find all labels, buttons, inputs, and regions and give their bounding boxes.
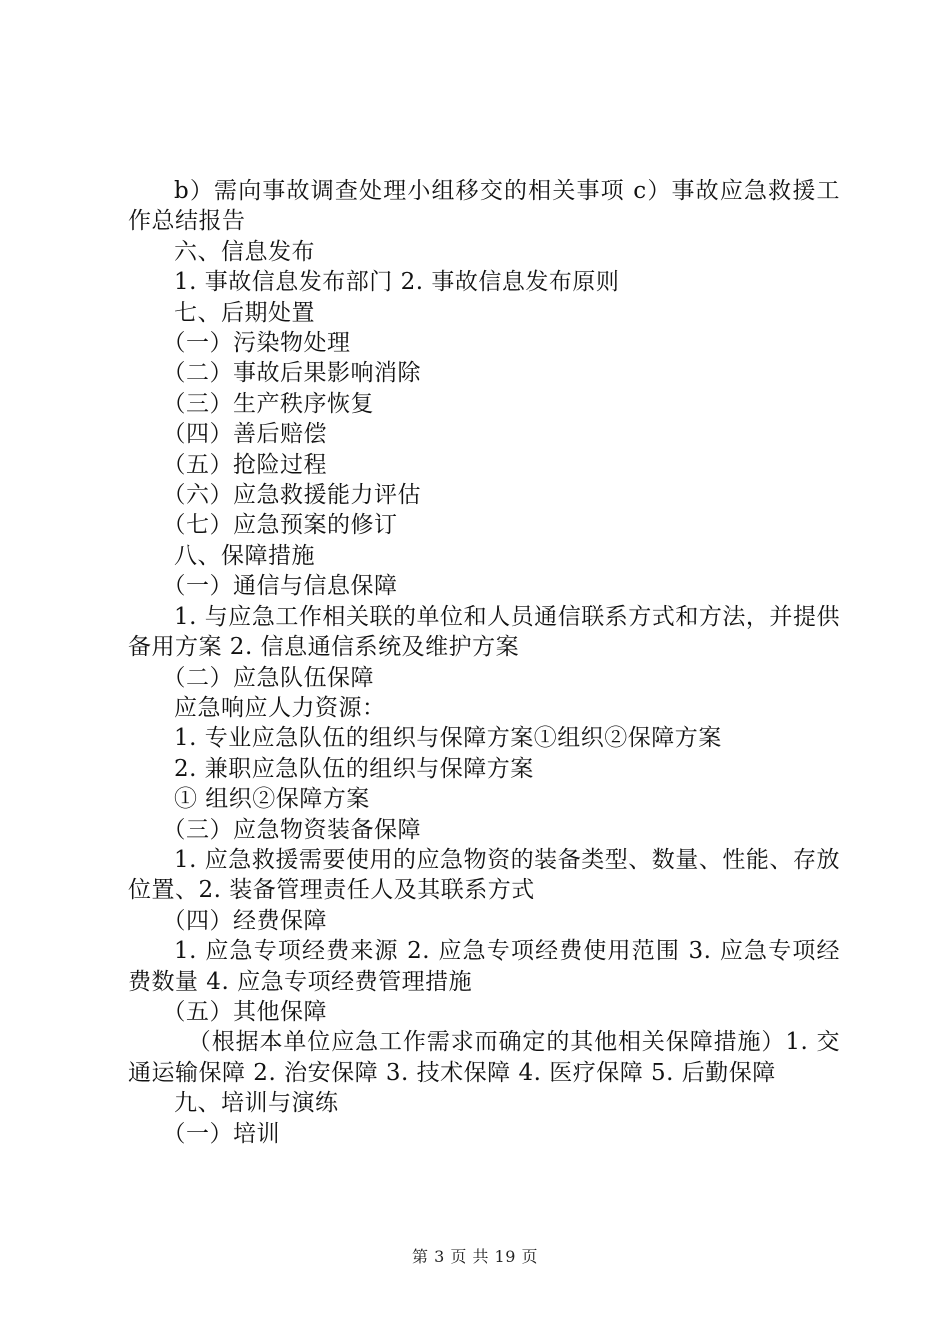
paragraph: 1. 事故信息发布部门 2. 事故信息发布原则 bbox=[174, 269, 620, 296]
subsection-heading: （一）培训 bbox=[162, 1120, 280, 1147]
paragraph: 1. 应急救援需要使用的应急物资的装备类型、数量、性能、存放位置、2. 装备管理责任人及其联系方式 bbox=[128, 846, 840, 904]
page-footer: 第 3 页 共 19 页 bbox=[412, 1247, 538, 1266]
paragraph: 1. 与应急工作相关联的单位和人员通信联系方式和方法，并提供备用方案 2. 信息通信系统及维护方案 bbox=[128, 603, 840, 661]
document-body bbox=[128, 176, 840, 1149]
paragraph: （根据本单位应急工作需求而确定的其他相关保障措施）1. 交通运输保障 2. 治安保障 3. 技术保障 4. 医疗保障 5. 后勤保障 bbox=[128, 1029, 840, 1086]
subsection-heading: （一）污染物处理 bbox=[162, 330, 351, 357]
paragraph: 应急响应人力资源： bbox=[174, 694, 386, 721]
subsection-heading: （五）抢险过程 bbox=[162, 451, 327, 478]
subsection-heading: （二）事故后果影响消除 bbox=[162, 360, 421, 387]
subsection-heading: （一）通信与信息保障 bbox=[162, 573, 398, 600]
subsection-heading: （七）应急预案的修订 bbox=[162, 512, 398, 539]
subsection-heading: （四）善后赔偿 bbox=[162, 421, 327, 448]
section-heading-training: 九、培训与演练 bbox=[174, 1090, 339, 1117]
subsection-heading: （三）应急物资装备保障 bbox=[162, 816, 421, 843]
subsection-heading: （六）应急救援能力评估 bbox=[162, 482, 421, 509]
paragraph: b）需向事故调查处理小组移交的相关事项 c）事故应急救援工作总结报告 bbox=[128, 178, 840, 235]
paragraph: ① 组织②保障方案 bbox=[174, 786, 370, 813]
paragraph: 1. 专业应急队伍的组织与保障方案①组织②保障方案 bbox=[174, 725, 722, 752]
section-heading-safeguards: 八、保障措施 bbox=[174, 542, 315, 569]
subsection-heading: （五）其他保障 bbox=[162, 998, 327, 1025]
section-heading-post-processing: 七、后期处置 bbox=[174, 299, 315, 326]
subsection-heading: （二）应急队伍保障 bbox=[162, 664, 374, 691]
subsection-heading: （三）生产秩序恢复 bbox=[162, 390, 374, 417]
subsection-heading: （四）经费保障 bbox=[162, 907, 327, 934]
paragraph: 1. 应急专项经费来源 2. 应急专项经费使用范围 3. 应急专项经费数量 4. 应急专项经费管理措施 bbox=[128, 938, 840, 995]
section-heading-information-release: 六、信息发布 bbox=[174, 238, 315, 265]
paragraph: 2. 兼职应急队伍的组织与保障方案 bbox=[174, 755, 534, 782]
